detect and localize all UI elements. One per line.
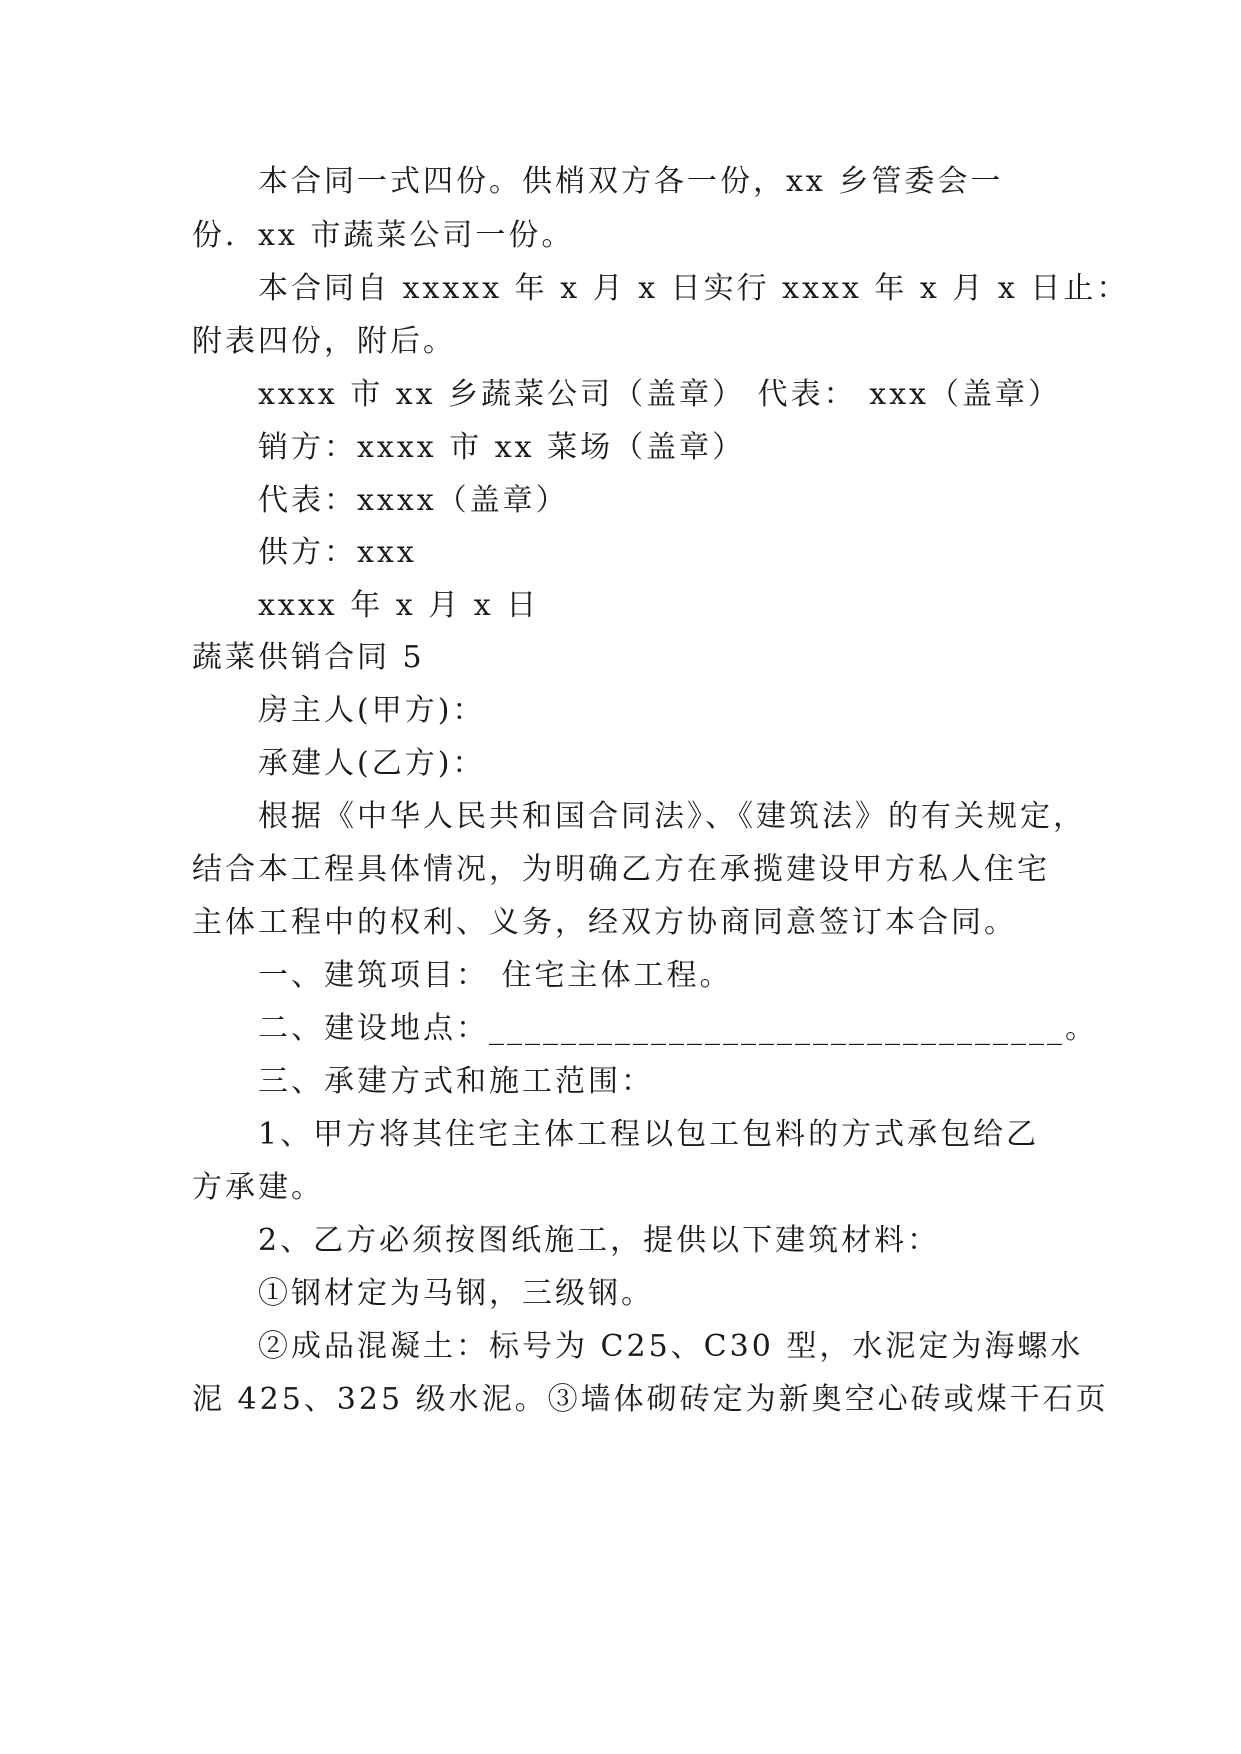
signature-company: xxxx 市 xx 乡蔬菜公司（盖章） 代表： xxx（盖章）	[258, 377, 1061, 412]
paragraph-basis-line2: 结合本工程具体情况，为明确乙方在承揽建设甲方私人住宅	[192, 852, 1050, 887]
paragraph-term-line1: 本合同自 xxxxx 年 x 月 x 日实行 xxxx 年 x 月 x 日止：	[258, 271, 1130, 306]
clause-scope-item2: 2、乙方必须按图纸施工，提供以下建筑材料：	[258, 1223, 941, 1258]
paragraph-copies-line2: 份．xx 市蔬菜公司一份。	[192, 218, 575, 253]
clause-scope-heading: 三、承建方式和施工范围：	[258, 1064, 654, 1099]
paragraph-copies-line1: 本合同一式四份。供梢双方各一份，xx 乡管委会一	[258, 164, 1004, 199]
clause-location: 二、建设地点：________________________________。	[258, 1011, 1098, 1046]
clause-scope-item1-line2: 方承建。	[192, 1170, 324, 1205]
material-concrete-line2: 泥 425、325 级水泥。③墙体砌砖定为新奥空心砖或煤干石页	[192, 1382, 1109, 1417]
paragraph-basis-line1: 根据《中华人民共和国合同法》、《建筑法》的有关规定，	[258, 799, 1086, 834]
section-title: 蔬菜供销合同 5	[192, 640, 425, 675]
material-steel: ①钢材定为马钢，三级钢。	[258, 1276, 654, 1311]
clause-scope-item1-line1: 1、甲方将其住宅主体工程以包工包料的方式承包给乙	[258, 1117, 1040, 1152]
signature-representative: 代表：xxxx（盖章）	[258, 483, 569, 518]
clause-project: 一、建筑项目： 住宅主体工程。	[258, 958, 733, 993]
signature-seller: 销方：xxxx 市 xx 菜场（盖章）	[258, 430, 746, 465]
paragraph-term-line2: 附表四份，附后。	[192, 324, 456, 359]
signature-date: xxxx 年 x 月 x 日	[258, 588, 540, 623]
party-owner: 房主人(甲方)：	[258, 693, 486, 728]
signature-supplier: 供方：xxx	[258, 535, 417, 570]
material-concrete-line1: ②成品混凝土：标号为 C25、C30 型，水泥定为海螺水	[258, 1329, 1084, 1364]
party-contractor: 承建人(乙方)：	[258, 746, 486, 781]
paragraph-basis-line3: 主体工程中的权利、义务，经双方协商同意签订本合同。	[192, 905, 1017, 940]
